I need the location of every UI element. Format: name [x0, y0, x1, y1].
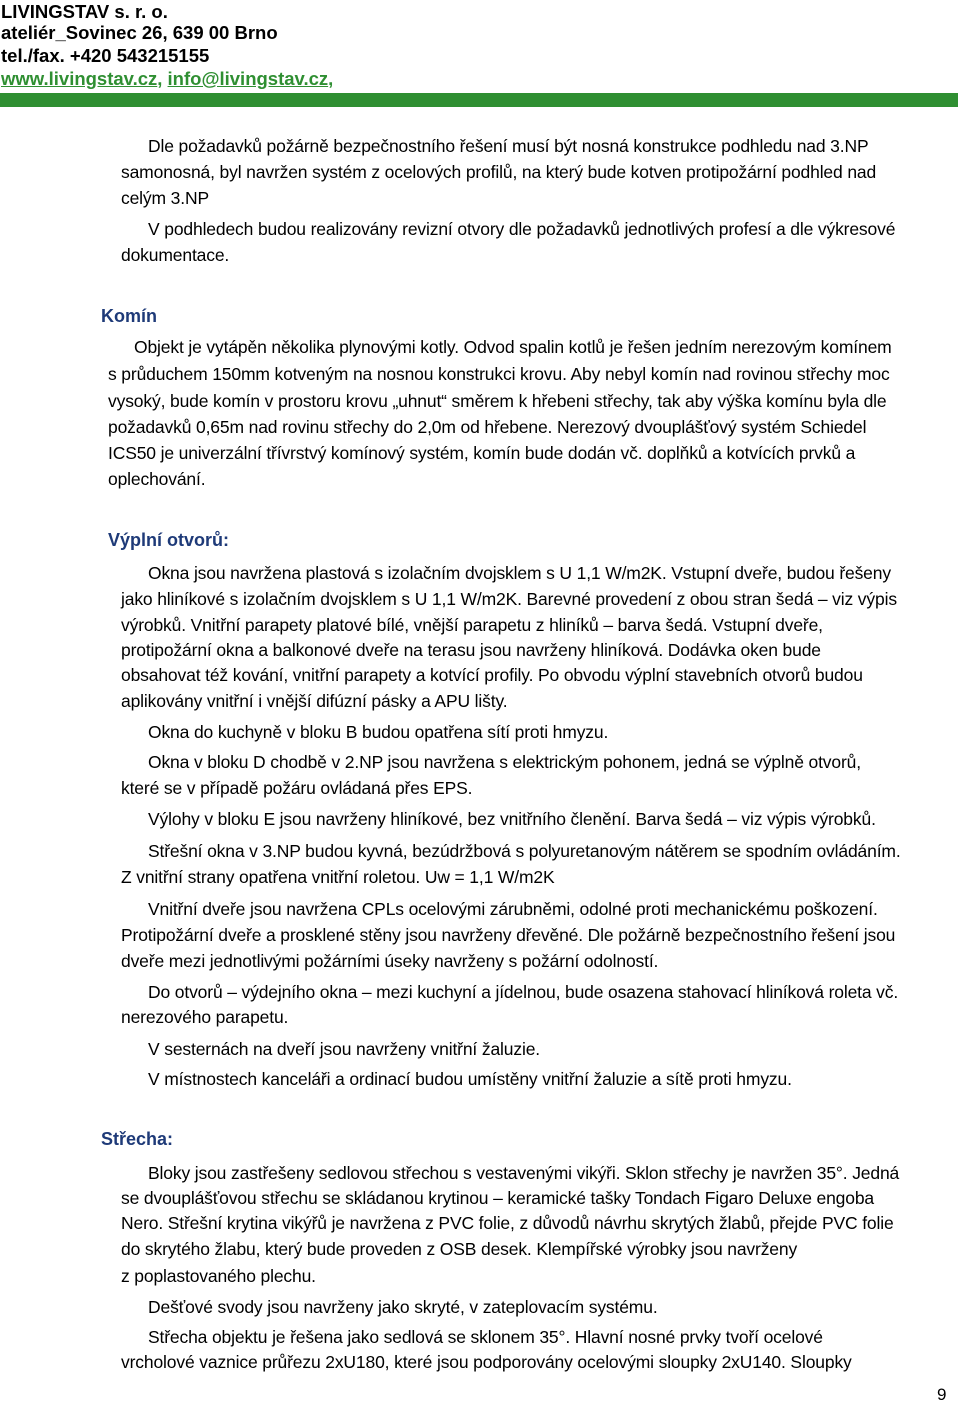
company-contact: [1, 68, 333, 90]
vyplni-line-17: nerezového parapetu.: [121, 1007, 289, 1027]
strecha-line-6: Dešťové svody jsou navrženy jako skryté, v zateplovacím systému.: [148, 1297, 658, 1317]
intro-line-1: Dle požadavků požárně bezpečnostního řešení musí být nosná konstrukce podhledu nad 3.NP: [148, 136, 869, 156]
strecha-line-3: Nero. Střešní krytina vikýřů je navržena z PVC folie, z důvodů návrhu skrytých žlabů, přejde PVC folie: [121, 1213, 894, 1233]
komin-line-2: s průduchem 150mm kotveným na nosnou konstrukci krovu. Aby nebyl komín nad rovinou střechy moc: [108, 364, 890, 384]
vyplni-line-18: V sesternách na dveří jsou navrženy vnitřní žaluzie.: [148, 1039, 540, 1059]
email-link[interactable]: info@livingstav.cz: [167, 68, 329, 89]
company-name: LIVINGSTAV s. r. o.: [1, 1, 168, 22]
strecha-line-1: Bloky jsou zastřešeny sedlovou střechou s vestavenými vikýři. Sklon střechy je navržen 35°. Jedná: [148, 1163, 900, 1183]
vyplni-line-11: Střešní okna v 3.NP budou kyvná, bezúdržbová s polyuretanovým nátěrem se spodním ovládáním.: [148, 841, 901, 861]
company-address: ateliér_Sovinec 26, 639 00 Brno: [1, 22, 278, 43]
vyplni-line-3: výrobků. Vnitřní parapety platové bílé, vnější parapetu z hliníků – barva šedá. Vstupní dveře,: [121, 615, 823, 635]
company-phone: tel./fax. +420 543215155: [1, 45, 210, 66]
vyplni-line-14: Protipožární dveře a prosklené stěny jsou navrženy dřevěné. Dle požárně bezpečnostního řešení jsou: [121, 925, 896, 945]
header-divider: [0, 93, 958, 107]
komin-line-4: požadavků 0,65m nad rovinu střechy do 2,0m od hřebene. Nerezový dvouplášťový systém Schiedel: [108, 417, 867, 437]
strecha-line-8: vrcholové vaznice průřezu 2xU180, které jsou podporovány ocelovými sloupky 2xU140. Sloupky: [121, 1352, 852, 1372]
vyplni-line-16: Do otvorů – výdejního okna – mezi kuchyní a jídelnou, bude osazena stahovací hliníková roleta vč.: [148, 982, 899, 1002]
contact-separator: ,: [157, 68, 168, 89]
vyplni-line-7: Okna do kuchyně v bloku B budou opatřena sítí proti hmyzu.: [148, 722, 609, 742]
page-number: 9: [937, 1385, 947, 1404]
komin-line-1: Objekt je vytápěn několika plynovými kotly. Odvod spalin kotlů je řešen jedním nerezovým komínem: [134, 337, 892, 357]
komin-line-5: ICS50 je univerzální třívrstvý komínový systém, komín bude dodán vč. doplňků a kotvících prvků a: [108, 443, 856, 463]
strecha-line-7: Střecha objektu je řešena jako sedlová se sklonem 35°. Hlavní nosné prvky tvoří ocelové: [148, 1327, 823, 1347]
strecha-line-2: se dvouplášťovou střechu se skládanou krytinou – keramické tašky Tondach Figaro Deluxe engoba: [121, 1188, 875, 1208]
heading-komin: Komín: [101, 306, 157, 326]
heading-strecha: Střecha:: [101, 1129, 174, 1149]
vyplni-line-19: V místnostech kanceláři a ordinací budou umístěny vnitřní žaluzie a sítě proti hmyzu.: [148, 1069, 792, 1089]
vyplni-line-5: obsahovat též kování, vnitřní parapety a kotvící profily. Po obvodu výplní stavebních otvorů budou: [121, 665, 863, 685]
intro-line-2: samonosná, byl navržen systém z ocelových profilů, na který bude kotven protipožární podhled nad: [121, 162, 877, 182]
vyplni-line-9: které se v případě požáru ovládaná přes EPS.: [121, 778, 473, 798]
komin-line-6: oplechování.: [108, 469, 206, 489]
vyplni-line-1: Okna jsou navržena plastová s izolačním dvojsklem s U 1,1 W/m2K. Vstupní dveře, budou řešeny: [148, 563, 891, 583]
vyplni-line-8: Okna v bloku D chodbě v 2.NP jsou navržena s elektrickým pohonem, jedná se výplně otvorů,: [148, 752, 861, 772]
intro-line-3: celým 3.NP: [121, 188, 209, 208]
contact-trailing: ,: [328, 68, 334, 89]
komin-line-3: vysoký, bude komín v prostoru krovu „uhnut“ směrem k hřebeni střechy, tak aby výška komínu byla dle: [108, 391, 887, 411]
intro-line-4: V podhledech budou realizovány revizní otvory dle požadavků jednotlivých profesí a dle výkresové: [148, 219, 896, 239]
website-link[interactable]: www.livingstav.cz: [1, 68, 158, 89]
vyplni-line-13: Vnitřní dveře jsou navržena CPLs ocelovými zárubněmi, odolné proti mechanickému poškození.: [148, 899, 878, 919]
vyplni-line-2: jako hliníkové s izolačním dvojsklem s U 1,1 W/m2K. Barevné provedení z obou stran šedá – viz výpis: [121, 589, 897, 609]
intro-line-5: dokumentace.: [121, 245, 230, 265]
heading-vyplni: Výplní otvorů:: [108, 530, 229, 550]
vyplni-line-6: aplikovány vnitřní i vnější difúzní pásky a APU lišty.: [121, 691, 508, 711]
vyplni-line-4: protipožární okna a balkonové dveře na terasu jsou navrženy hliníková. Dodávka oken bude: [121, 640, 821, 660]
strecha-line-4: do skrytého žlabu, který bude proveden z OSB desek. Klempířské výrobky jsou navrženy: [121, 1239, 798, 1259]
vyplni-line-15: dveře mezi jednotlivými požárními úseky navrženy s požární odolností.: [121, 951, 659, 971]
vyplni-line-10: Výlohy v bloku E jsou navrženy hliníkové, bez vnitřního členění. Barva šedá – viz výpis výrobků.: [148, 809, 876, 829]
letterhead: [0, 0, 960, 108]
vyplni-line-12: Z vnitřní strany opatřena vnitřní roletou. Uw = 1,1 W/m2K: [121, 867, 555, 887]
strecha-line-5: z poplastovaného plechu.: [121, 1266, 316, 1286]
